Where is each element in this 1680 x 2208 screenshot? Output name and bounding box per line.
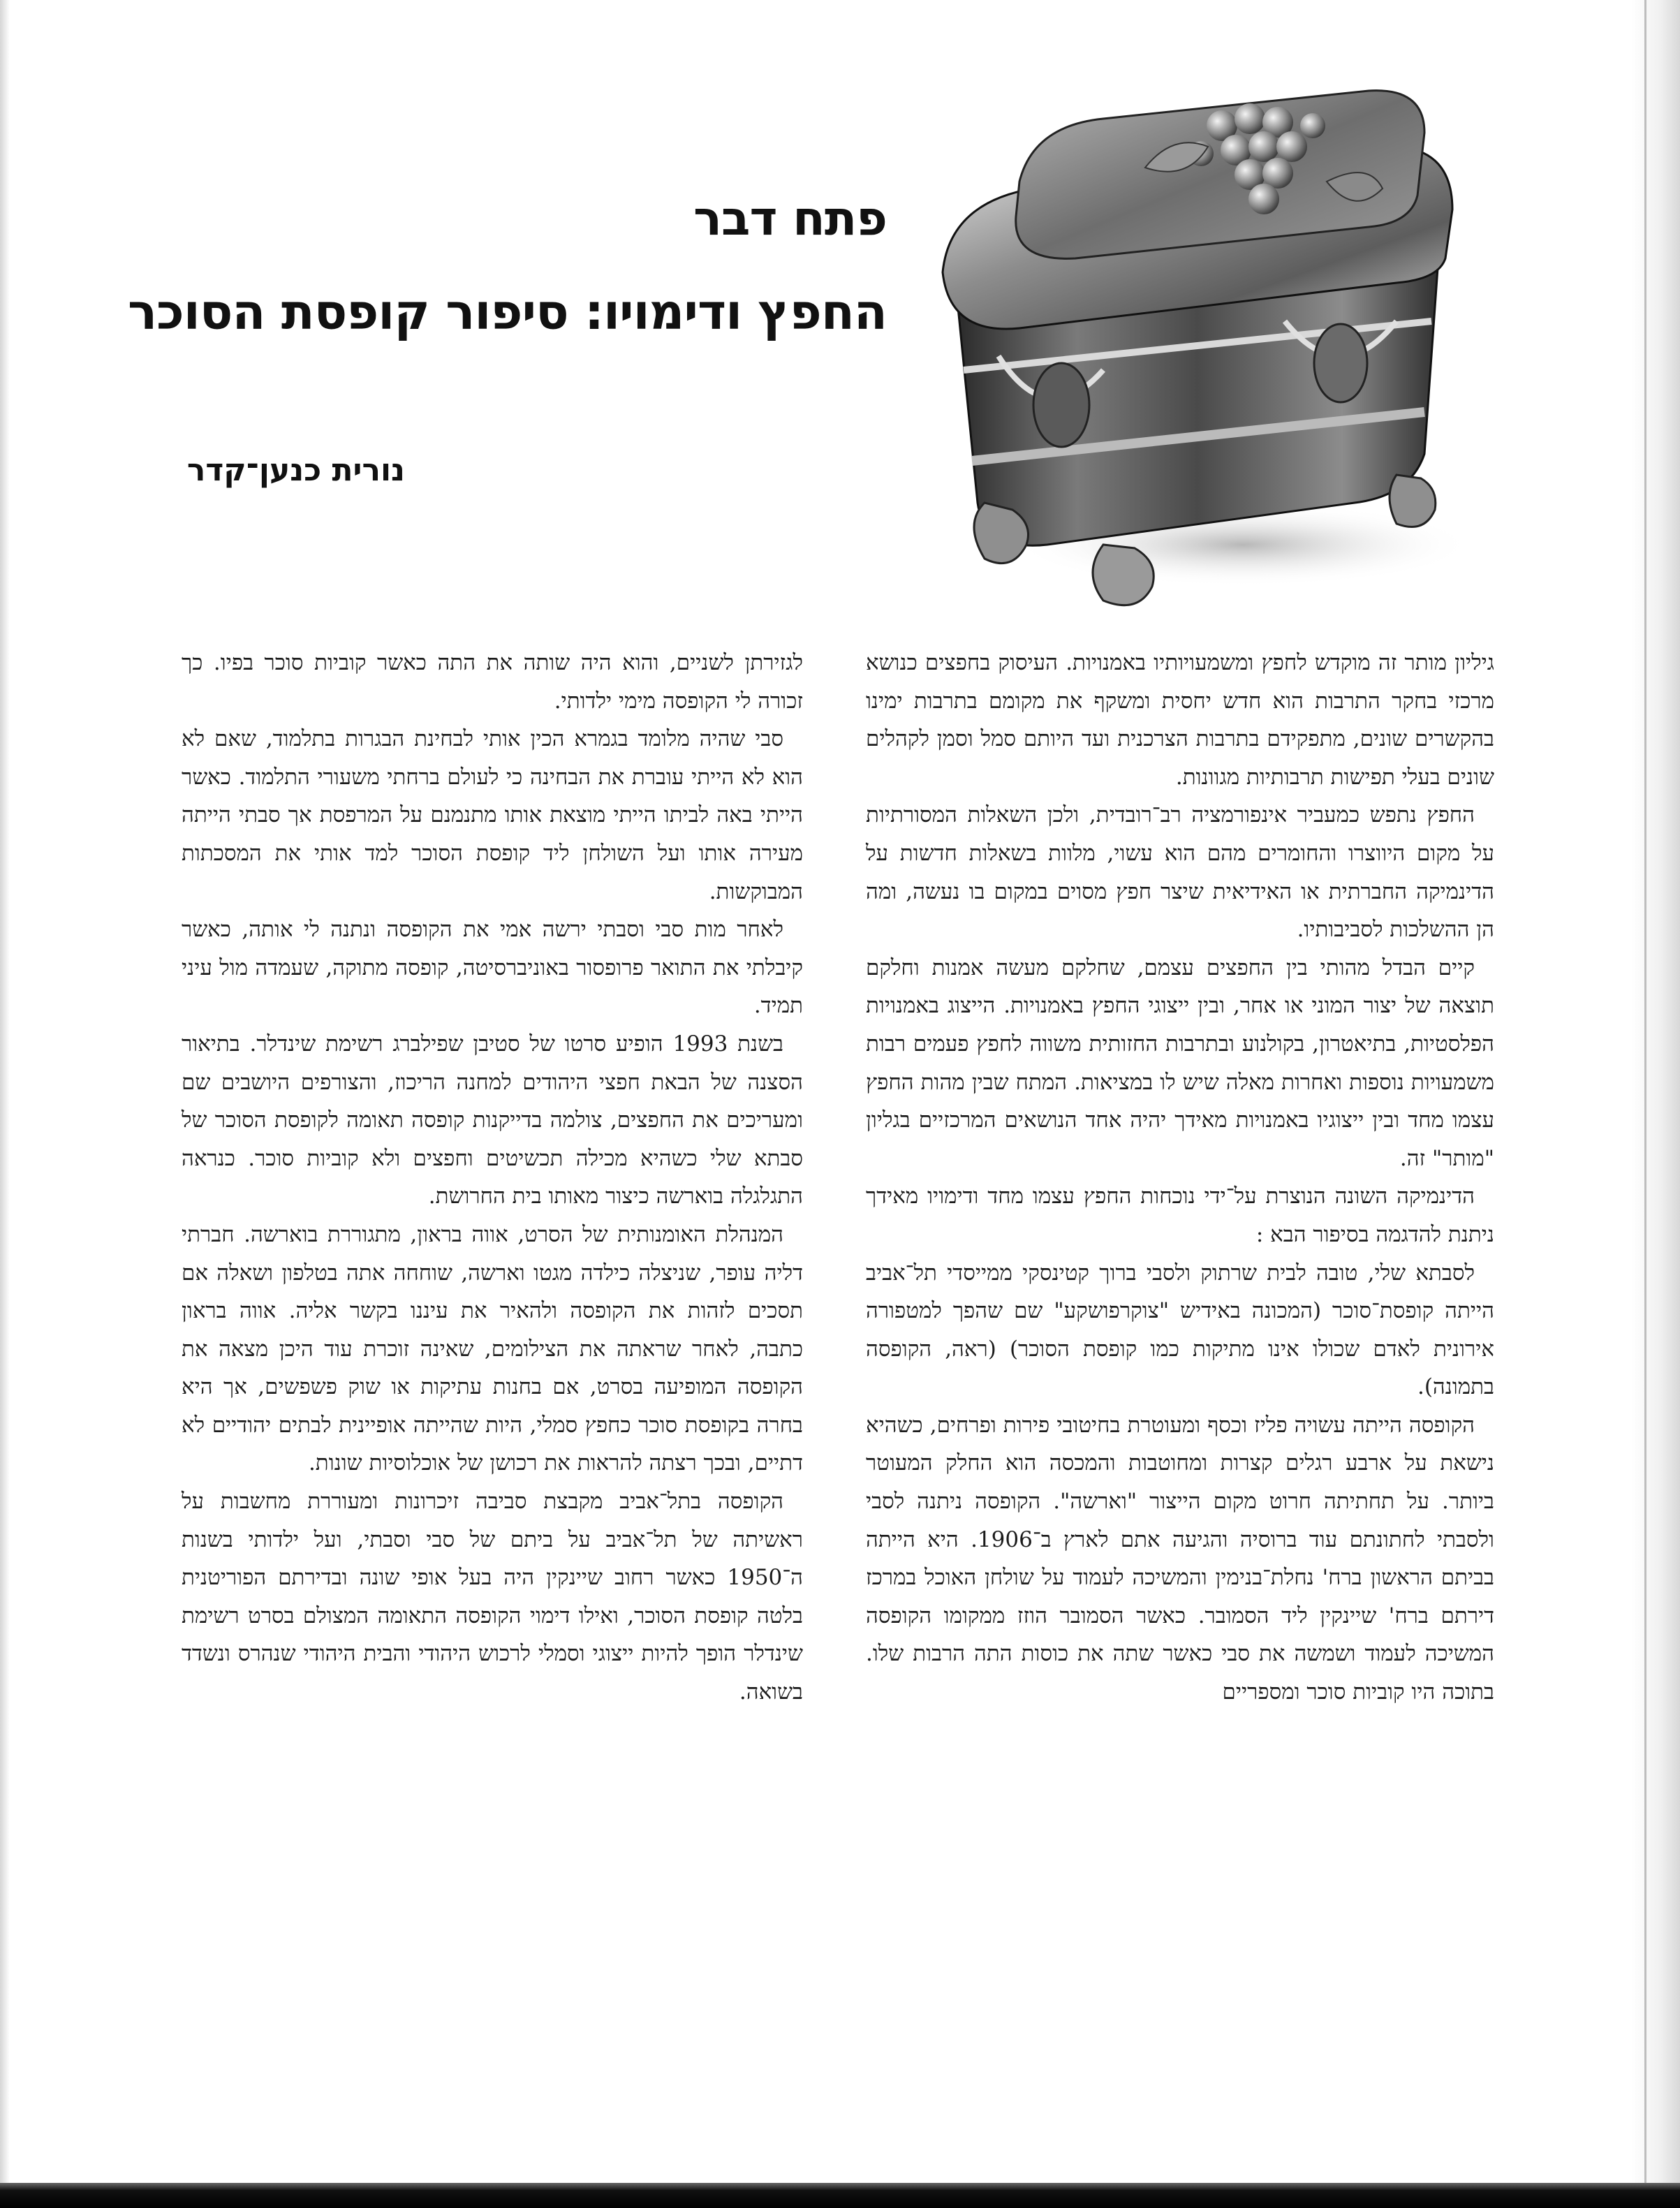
paragraph: לאחר מות סבי וסבתי ירשה אמי את הקופסה ונתנה לי אותה, כאשר קיבלתי את התואר פרופסור באוניברסיטה, קופסה מתוקה, שעמדה מול עיני תמיד. bbox=[182, 917, 803, 1019]
paragraph: גיליון מותר זה מוקדש לחפץ ומשמעויותיו באמנויות. העיסוק בחפצים כנושא מרכזי בחקר התרבות הוא חדש יחסית ומשקף את מקומם בתרבות ימינו בהקשרים שונים, מתפקידם בתרבות הצרכנית ועד היותם סמל וסמן לקהלים שונים בעלי תפישות תרבותיות מגוונות. bbox=[866, 650, 1494, 790]
paragraph: הקופסה הייתה עשויה פליז וכסף ומעוטרת בחיטובי פירות ופרחים, כשהיא נישאת על ארבע רגלים קצרות ומחוטבות והמכסה הוא החלק המעוטר ביותר. על תחתיתה חרוט מקום הייצור "וארשה". הקופסה ניתנה לסבי ולסבתי לחתונתם עוד ברוסיה והגיעה אתם לארץ ב־1906. היא הייתה בביתם הראשון ברח' נחלת־בנימין והמשיכה לעמוד על שולחן האוכל במרכז דירתם ברח' שיינקין ליד הסמובר. כאשר הסמובר הוזז ממקומו הקופסה המשיכה לעמוד ושמשה את סבי כאשר שתה את כוסות התה הרבות שלו. בתוכה היו קוביות סוכר ומספריים bbox=[866, 1412, 1494, 1705]
sugar-box-icon bbox=[894, 42, 1494, 628]
paragraph: סבי שהיה מלומד בגמרא הכין אותי לבחינת הבגרות בתלמוד, שאם לא הוא לא הייתי עוברת את הבחינה כי לעולם ברחתי משעורי התלמוד. כאשר הייתי באה לביתו הייתי מוצאת אותו מתנמנם על המרפסת אך סבתי הייתה מעירה אותו ועל השולחן ליד קופסת הסוכר למד אותי את המסכתות המבוקשות. bbox=[182, 726, 803, 904]
paragraph: לסבתא שלי, טובה לבית שרתוק ולסבי ברוך קטינסקי ממייסדי תל־אביב הייתה קופסת־סוכר (המכונה באידיש "צוקרפושקע" שם שהפך למטפורה אירונית לאדם שכולו אינו מתיקות כמו קופסת הסוכר) (ראה, הקופסה בתמונה). bbox=[866, 1260, 1494, 1400]
paragraph: הדינמיקה השונה הנוצרת על־ידי נוכחות החפץ עצמו מחד ודימויו מאידך ניתנת להדגמה בסיפור הבא : bbox=[866, 1184, 1494, 1247]
paragraph: המנהלת האומנותית של הסרט, אווה בראון, מתגוררת בוארשה. חברתי דליה עופר, שניצלה כילדה מגטו וארשה, שוחחה אתה בטלפון ושאלה אם תסכים לזהות את הקופסה ולהאיר את עיננו בקשר אליה. אווה בראון כתבה, לאחר שראתה את הצילומים, שאינה זוכרת עוד היכן מצאה את הקופסה המופיעה בסרט, אם בחנות עתיקות או שוק פשפשים, אך היא בחרה בקופסת סוכר כחפץ סמלי, היות שהייתה אופיינית לבתים יהודיים לא דתיים, ובכך רצתה להראות את רכושן של אוכלוסיות שונות. bbox=[182, 1221, 803, 1476]
paragraph: הקופסה בתל־אביב מקבצת סביבה זיכרונות ומעוררת מחשבות על ראשיתה של תל־אביב על ביתם של סבי וסבתי, ועל ילדותי בשנות ה־1950 כאשר רחוב שיינקין היה בעל אופי שונה ובדירתם הפוריטנית בלטה קופסת הסוכר, ואילו דימוי הקופסה התאומה המצולם בסרט רשימת שינדלר הופך להיות ייצוגי וסמלי לרכוש היהודי והבית היהודי שנהרס ונשדד בשואה. bbox=[182, 1489, 803, 1705]
paragraph: בשנת 1993 הופיע סרטו של סטיבן שפילברג רשימת שינדלר. בתיאור הסצנה של הבאת חפצי היהודים למחנה הריכוז, והצורפים היושבים שם ומעריכים את החפצים, צולמה בדייקנות קופסה תאומה לקופסת הסוכר של סבתא שלי כשהיא מכילה תכשיטים וחפצים ולא קוביות סוכר. כנראה התגלגלה בוארשה כיצור מאותו בית החרושת. bbox=[182, 1031, 803, 1209]
paragraph: לגזירתן לשניים, והוא היה שותה את התה כאשר קוביות סוכר בפיו. כך זכורה לי הקופסה מימי ילדותי. bbox=[182, 650, 803, 714]
heading-block bbox=[128, 191, 887, 341]
left-text-column bbox=[182, 644, 803, 1712]
page-bottom-border bbox=[0, 2183, 1680, 2208]
paragraph: החפץ נתפש כמעביר אינפורמציה רב־רובדית, ולכן השאלות המסורתיות על מקום היווצרו והחומרים מהם הוא עשוי, מלוות בשאלות חדשות על הדינמיקה החברתית או האידיאית שיצר חפץ מסוים במקום בו נעשה, ומה הן ההשלכות לסביבותיו. bbox=[866, 802, 1494, 943]
right-text-column bbox=[866, 644, 1494, 1712]
paragraph: קיים הבדל מהותי בין החפצים עצמם, שחלקם מעשה אמנות וחלקם תוצאה של יצור המוני או אחר, ובין ייצוגי החפץ באמנויות. הייצוג באמנויות הפלסטיות, בתיאטרון, בקולנוע ובתרבות החזותית משווה לחפץ פעמים רבות משמעויות נוספות ואחרות מאלה שיש לו במציאות. המתח שבין מהות החפץ עצמו מחד ובין ייצוגיו באמנויות מאידך יהיה אחד הנושאים המרכזיים בגליון "מותר" זה. bbox=[866, 955, 1495, 1171]
page-right-edge bbox=[1631, 0, 1680, 2208]
article-title: החפץ ודימויו: סיפור קופסת הסוכר bbox=[128, 284, 887, 341]
author-name: נורית כנען־קדר bbox=[186, 452, 405, 488]
page-left-edge bbox=[0, 0, 10, 2208]
section-title: פתח דבר bbox=[693, 191, 887, 246]
page-edge-line bbox=[1644, 0, 1646, 2208]
sugar-box-photo bbox=[894, 42, 1494, 628]
